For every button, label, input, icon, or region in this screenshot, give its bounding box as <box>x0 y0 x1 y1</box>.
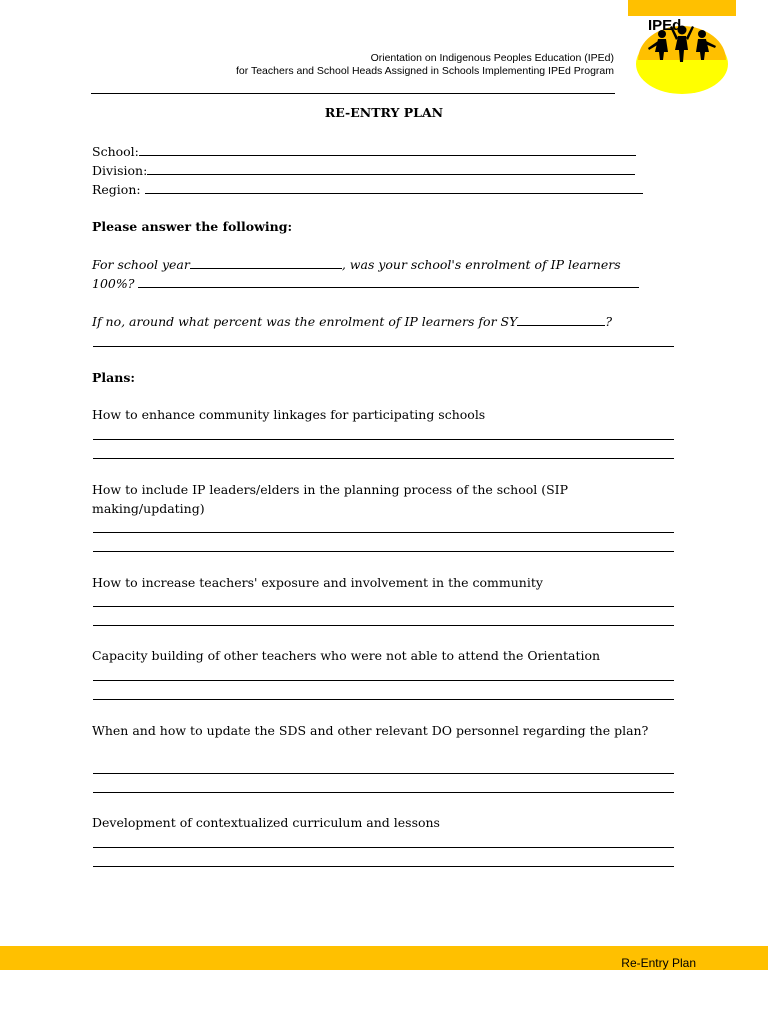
enrolment-answer-line[interactable] <box>138 274 639 288</box>
plan-item: How to include IP leaders/elders in the planning process of the school (SIP making/updating) <box>92 482 569 516</box>
plan-item: Development of contextualized curriculum and lessons <box>92 815 440 830</box>
division-label: Division: <box>92 163 148 178</box>
region-label: Region: <box>92 182 141 197</box>
plan-item: Capacity building of other teachers who were not able to attend the Orientation <box>92 648 601 663</box>
footer-text: Re-Entry Plan <box>621 956 696 970</box>
region-field <box>92 180 643 199</box>
header-divider <box>91 93 615 94</box>
header-line-1: Orientation on Indigenous Peoples Education (IPEd) <box>370 52 614 64</box>
division-field <box>92 161 635 180</box>
plan-answer-line[interactable] <box>93 792 674 793</box>
logo-text: IPEd <box>648 17 682 34</box>
header-line-2: for Teachers and School Heads Assigned in Schools Implementing IPEd Program <box>235 65 614 77</box>
plan-answer-line[interactable] <box>93 625 674 626</box>
plans-heading: Plans: <box>92 370 135 385</box>
plan-answer-line[interactable] <box>93 773 674 774</box>
school-label: School: <box>92 144 139 159</box>
plan-answer-line[interactable] <box>93 458 674 459</box>
page-title: RE-ENTRY PLAN <box>324 105 444 120</box>
percent-answer-line[interactable] <box>93 346 674 347</box>
plan-item: When and how to update the SDS and other relevant DO personnel regarding the plan? <box>92 723 649 738</box>
plan-answer-line[interactable] <box>93 847 674 848</box>
sy-input-line[interactable] <box>517 312 605 326</box>
plan-answer-line[interactable] <box>93 680 674 681</box>
plan-answer-line[interactable] <box>93 866 674 867</box>
q1-text-3: 100%? <box>92 276 135 291</box>
iped-logo <box>628 0 736 96</box>
region-input-line[interactable] <box>145 180 643 194</box>
school-input-line[interactable] <box>139 142 636 156</box>
plan-answer-line[interactable] <box>93 699 674 700</box>
question-percent <box>92 312 612 331</box>
plan-item: How to increase teachers' exposure and involvement in the community <box>92 575 543 590</box>
plan-item: How to enhance community linkages for participating schools <box>92 407 486 422</box>
instruction-heading: Please answer the following: <box>92 219 293 234</box>
q2-text-1: If no, around what percent was the enrolment of IP learners for SY <box>92 314 518 329</box>
question-school-year <box>92 255 621 274</box>
q1-text-2: , was your school's enrolment of IP learners <box>341 257 621 272</box>
q1-text-1: For school year <box>92 257 190 272</box>
iped-logo-graphic <box>628 0 736 96</box>
plan-answer-line[interactable] <box>93 439 674 440</box>
plan-answer-line[interactable] <box>93 551 674 552</box>
footer-band <box>0 946 768 970</box>
question-school-year-cont <box>92 274 639 293</box>
school-year-input-line[interactable] <box>190 255 342 269</box>
plan-answer-line[interactable] <box>93 532 674 533</box>
plan-answer-line[interactable] <box>93 606 674 607</box>
school-field <box>92 142 636 161</box>
division-input-line[interactable] <box>147 161 635 175</box>
q2-text-2: ? <box>605 314 613 329</box>
